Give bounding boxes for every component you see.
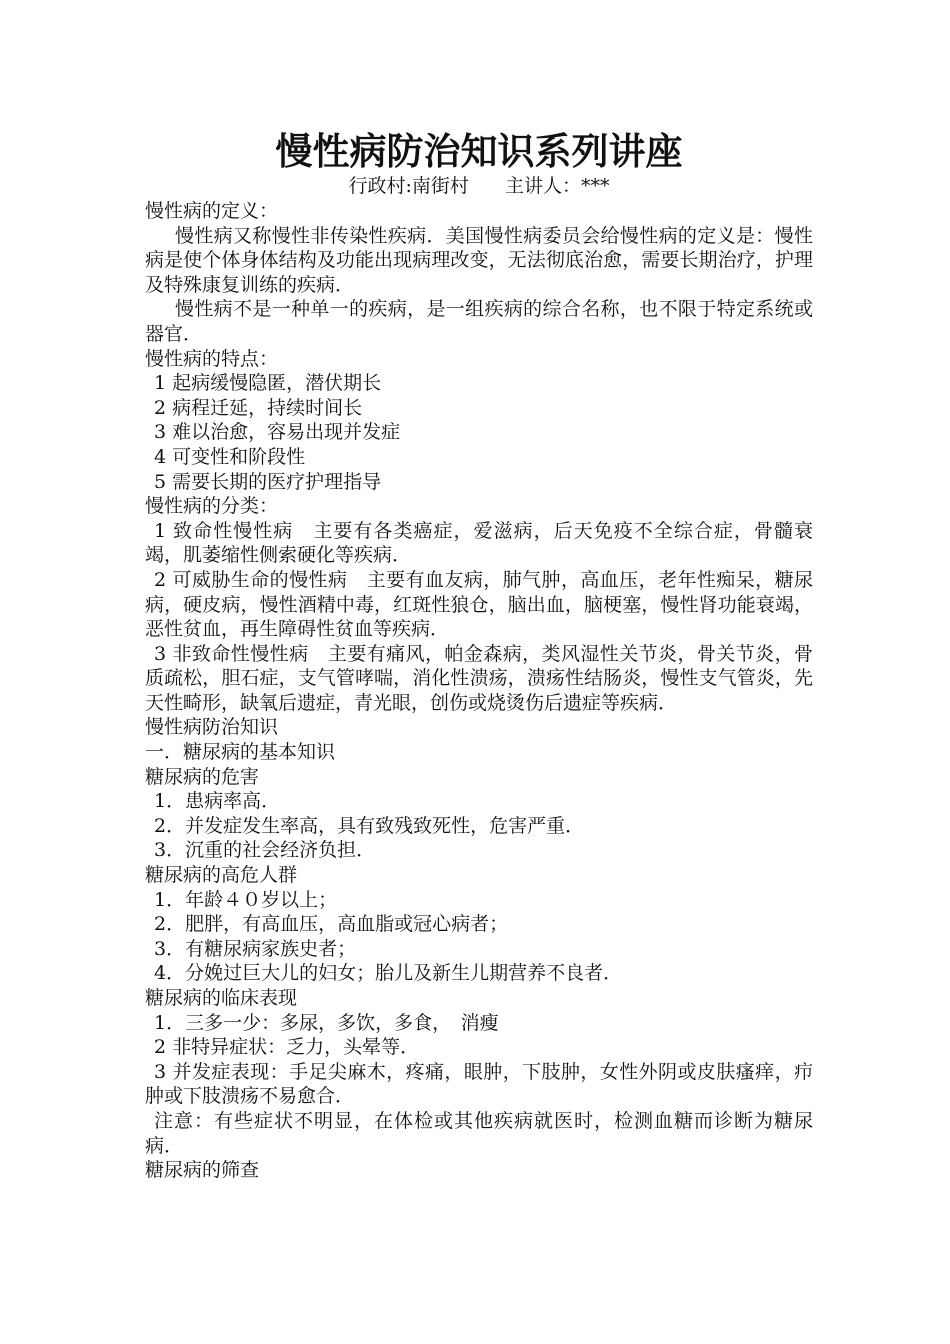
list-item: 3 难以治愈，容易出现并发症 [154, 421, 401, 444]
list-item-wrapped: 3 并发症表现：手足尖麻木，疼痛，眼肿，下肢肿，女性外阴或皮肤瘙痒，疖肿或下肢溃疡不易愈合． [145, 1060, 813, 1108]
list-item: 2．并发症发生率高，具有致残致死性，危害严重． [154, 814, 585, 837]
list-item-wrapped: 1 致命性慢性病 主要有各类癌症，爱滋病，后天免疫不全综合症，骨髓衰竭，肌萎缩性侧索硬化等疾病． [145, 519, 813, 567]
section-heading: 慢性病防治知识 [145, 716, 279, 739]
list-item: 3．有糖尿病家族史者； [154, 937, 357, 960]
village-label: 行政村:南街村 [348, 175, 469, 197]
list-item: 3．沉重的社会经济负担． [154, 839, 376, 862]
page-title: 慢性病防治知识系列讲座 [275, 129, 683, 173]
list-item: 1．患病率高． [154, 790, 281, 813]
section-heading: 慢性病的分类： [145, 495, 279, 518]
list-item: 5 需要长期的医疗护理指导 [154, 470, 382, 493]
subtitle [145, 174, 813, 198]
section-heading: 慢性病的定义： [145, 200, 279, 222]
list-item: 4 可变性和阶段性 [154, 445, 306, 468]
list-item: 1．年龄４０岁以上； [154, 888, 338, 911]
section-heading: 一．糖尿病的基本知识 [145, 741, 336, 764]
list-item: 4．分娩过巨大儿的妇女；胎儿及新生儿期营养不良者． [154, 962, 623, 985]
list-item: 2 病程迁延，持续时间长 [154, 396, 363, 419]
list-item-wrapped: 2 可威胁生命的慢性病 主要有血友病，肺气肿，高血压，老年性痴呆，糖尿病，硬皮病，慢性酒精中毒，红斑性狼仓，脑出血，脑梗塞，慢性肾功能衰竭，恶性贫血，再生障碍性贫血等疾病． [145, 568, 813, 641]
document-page [145, 128, 813, 1183]
list-item-wrapped: 注意：有些症状不明显，在体检或其他疾病就医时，检测血糖而诊断为糖尿病． [145, 1109, 813, 1157]
document-body [145, 199, 813, 1183]
paragraph: 慢性病又称慢性非传染性疾病．美国慢性病委员会给慢性病的定义是：慢性病是使个体身体结构及功能出现病理改变，无法彻底治愈，需要长期治疗，护理及特殊康复训练的疾病． [145, 224, 813, 296]
section-heading: 糖尿病的临床表现 [145, 987, 298, 1009]
speaker-label: 主讲人：*** [504, 175, 610, 197]
list-item: 1 起病缓慢隐匿，潜伏期长 [154, 372, 382, 395]
list-item: 2 非特异症状：乏力，头晕等． [154, 1036, 420, 1059]
list-item: 2．肥胖，有高血压，高血脂或冠心病者； [154, 913, 509, 936]
section-heading: 糖尿病的筛查 [145, 1159, 260, 1182]
list-item: 1．三多一少：多尿，多饮，多食， 消瘦 [154, 1011, 499, 1034]
paragraph: 慢性病不是一种单一的疾病，是一组疾病的综合名称，也不限于特定系统或器官． [145, 298, 813, 345]
section-heading: 糖尿病的高危人群 [145, 864, 298, 887]
list-item-wrapped: 3 非致命性慢性病 主要有痛风，帕金森病，类风湿性关节炎，骨关节炎，骨质疏松，胆石症，支气管哮喘，消化性溃疡，溃疡性结肠炎，慢性支气管炎，先天性畸形，缺氧后遗症，青光眼，创伤或烧烫伤后遗症等疾病． [145, 642, 813, 714]
section-heading: 慢性病的特点： [145, 347, 279, 370]
section-heading: 糖尿病的危害 [145, 765, 260, 788]
